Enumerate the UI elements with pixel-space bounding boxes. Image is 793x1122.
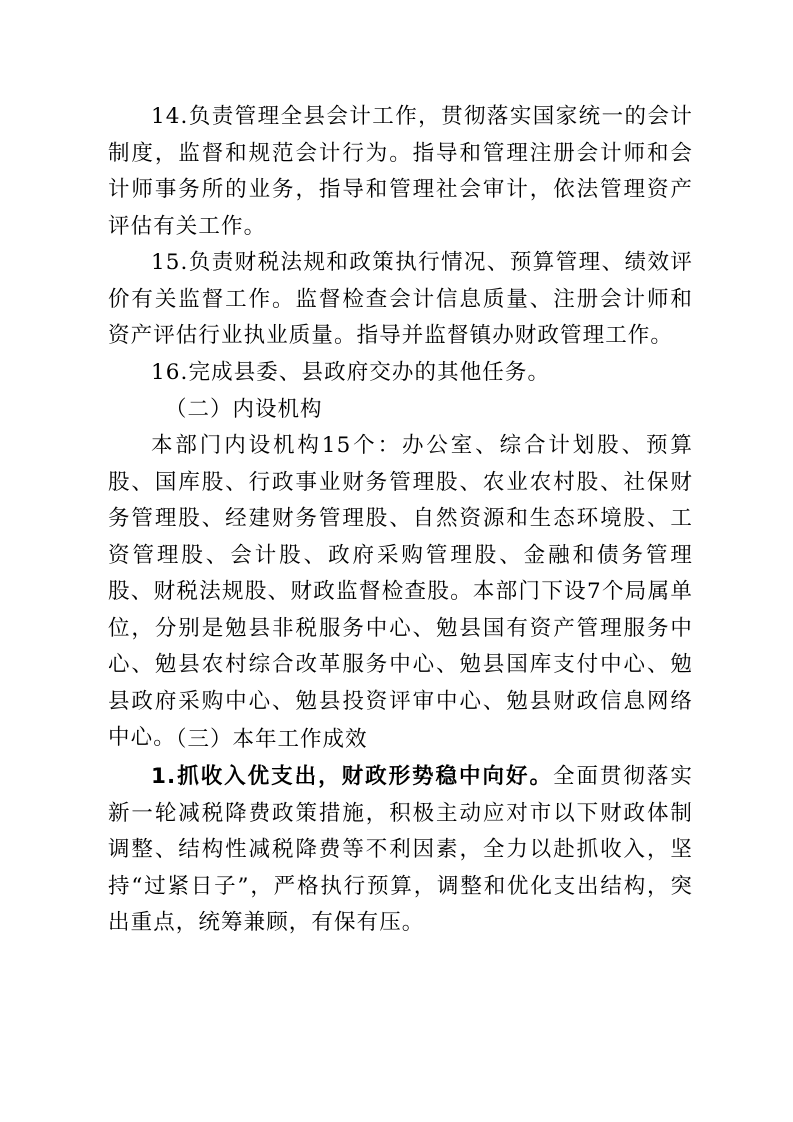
section-heading-annual-results: （三）本年工作成效 xyxy=(165,727,368,752)
annual-results-lead: 1.抓收入优支出，财政形势稳中向好。 xyxy=(151,764,553,789)
annual-results-body: 全面贯彻落实新一轮减税降费政策措施，积极主动应对市以下财政体制调整、结构性减税降费等不利因素，全力以赴抓收入，坚持“过紧日子”，严格执行预算，调整和优化支出结构，突出重点，统筹兼顾，有保有压。 xyxy=(108,764,693,935)
section-heading-internal-structure: （二）内设机构 xyxy=(165,397,323,422)
internal-structure-paragraph: 本部门内设机构15个：办公室、综合计划股、预算股、国库股、行政事业财务管理股、农业农村股、社保财务管理股、经建财务管理股、自然资源和生态环境股、工资管理股、会计股、政府采购管理股、金融和债务管理股、财税法规股、财政监督检查股。本部门下设7个局属单位，分别是勉县非税服务中心、勉县国有资产管理服务中心、勉县农村综合改革服务中心、勉县国库支付中心、勉县政府采购中心、勉县投资评审中心、勉县财政信息网络中心。 xyxy=(108,433,693,750)
annual-results-paragraph xyxy=(108,759,693,942)
item-15-paragraph: 15.负责财税法规和政策执行情况、预算管理、绩效评价有关监督工作。监督检查会计信息质量、注册会计师和资产评估行业执业质量。指导并监督镇办财政管理工作。 xyxy=(108,250,693,349)
item-14-paragraph: 14.负责管理全县会计工作，贯彻落实国家统一的会计制度，监督和规范会计行为。指导和管理注册会计师和会计师事务所的业务，指导和管理社会审计，依法管理资产评估有关工作。 xyxy=(108,104,693,240)
item-16-paragraph: 16.完成县委、县政府交办的其他任务。 xyxy=(151,360,551,385)
